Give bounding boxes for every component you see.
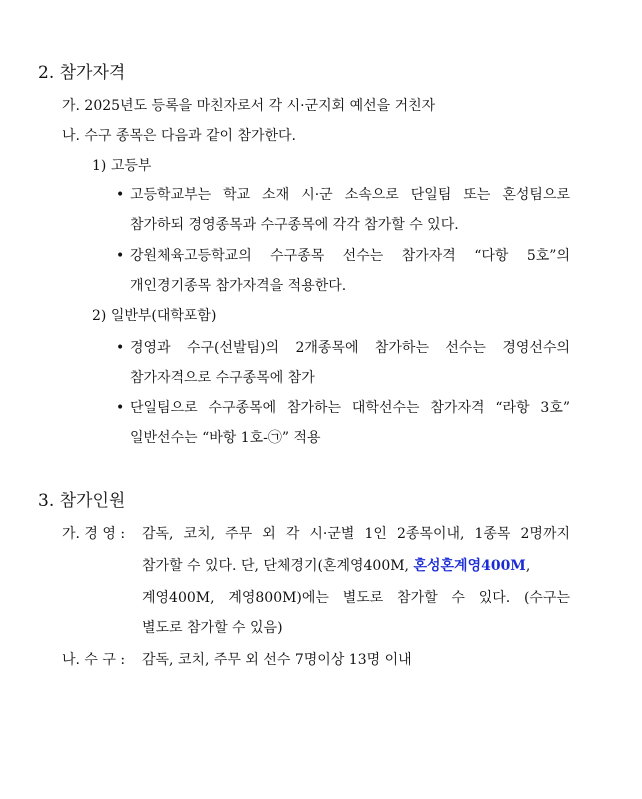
- subsection-high-school: 1) 고등부: [92, 158, 152, 174]
- clause-na: 나. 수구 종목은 다음과 같이 참가한다.: [62, 128, 297, 144]
- clause-na-label: 나. 수 구 :: [62, 652, 126, 668]
- clause-ga-line: 계영400M, 계영800M)에는 별도로 참가할 수 있다. (수구는: [142, 590, 570, 606]
- bullet-text-line: 경영과 수구(선발팀)의 2개종목에 참가하는 선수는 경영선수의: [130, 340, 570, 356]
- bullet-text-line: 단일팀으로 수구종목에 참가하는 대학선수는 참가자격 “라항 3호”: [130, 400, 570, 416]
- bullet-text-line: 강원체육고등학교의 수구종목 선수는 참가자격 “다항 5호”의: [130, 248, 570, 264]
- highlighted-event: 혼성혼계영400M: [413, 558, 526, 574]
- clause-ga: 가. 2025년도 등록을 마친자로서 각 시·군지회 예선을 거친자: [62, 98, 436, 114]
- section-3-title: 3. 참가인원: [38, 491, 126, 511]
- clause-ga-line: 감독, 코치, 주무 외 각 시·군별 1인 2종목이내, 1종목 2명까지: [142, 526, 570, 542]
- clause-ga-line: [142, 556, 530, 576]
- bullet-icon: •: [116, 340, 125, 356]
- bullet-text-line: 개인경기종목 참가자격을 적용한다.: [130, 278, 347, 294]
- bullet-text-line: 참가하되 경영종목과 수구종목에 각각 참가할 수 있다.: [130, 217, 459, 233]
- clause-ga-text: ,: [525, 558, 531, 574]
- clause-ga-label: 가. 경 영 :: [62, 526, 126, 542]
- subsection-general: 2) 일반부(대학포함): [92, 308, 217, 324]
- section-2-title: 2. 참가자격: [38, 63, 126, 83]
- clause-ga-text: 참가할 수 있다. 단, 단체경기(혼계영400M,: [142, 558, 414, 574]
- bullet-text-line: 참가자격으로 수구종목에 참가: [130, 370, 315, 386]
- clause-ga-line: 별도로 참가할 수 있음): [142, 620, 283, 636]
- clause-na-line: 감독, 코치, 주무 외 선수 7명이상 13명 이내: [142, 652, 412, 668]
- bullet-icon: •: [116, 248, 125, 264]
- bullet-icon: •: [116, 187, 125, 203]
- bullet-text-line: 고등학교부는 학교 소재 시·군 소속으로 단일팀 또는 혼성팀으로: [130, 187, 570, 203]
- bullet-icon: •: [116, 400, 125, 416]
- bullet-text-line: 일반선수는 “바항 1호-㉠” 적용: [130, 430, 321, 446]
